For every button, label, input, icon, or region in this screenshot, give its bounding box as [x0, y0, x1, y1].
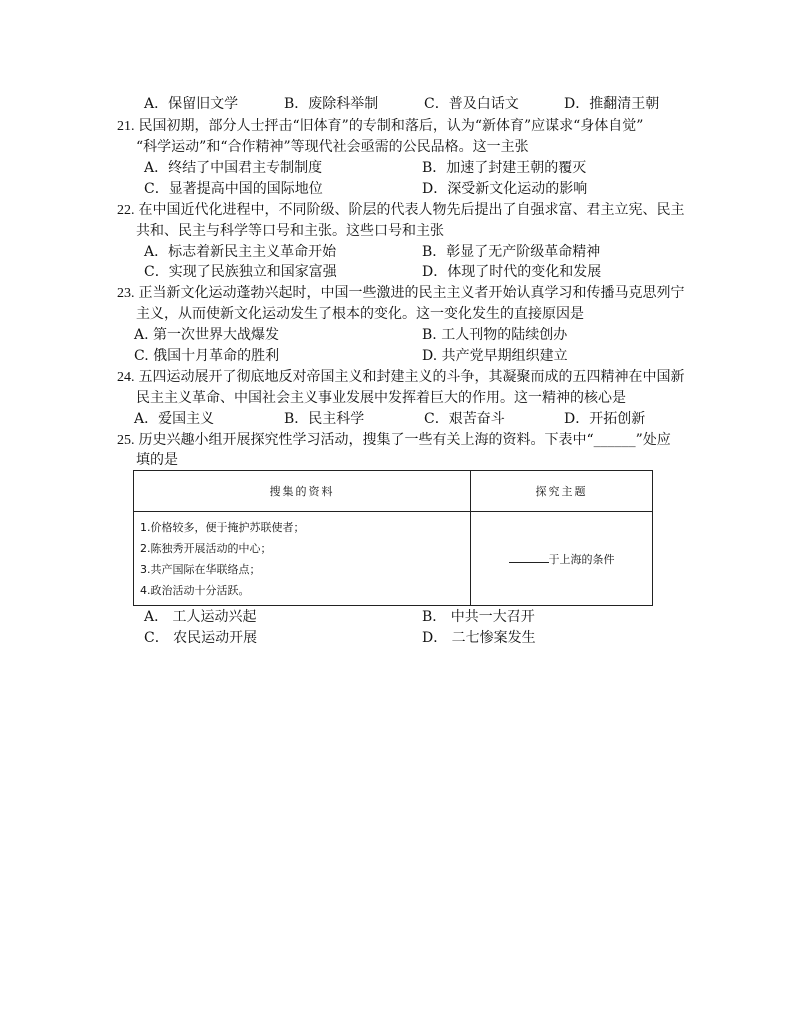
q23-stem-line1: 23. 正当新文化运动蓬勃兴起时，中国一些激进的民主主义者开始认真学习和传播马克思列宁 [117, 285, 685, 301]
q25-option-b: B． 中共一大召开 [422, 609, 535, 625]
material-item-2: 2.陈独秀开展活动的中心； [140, 541, 272, 555]
q24-option-b: B．民主科学 [284, 411, 365, 427]
q25-stem-line2: 填的是 [136, 452, 178, 468]
q24-option-c: C．艰苦奋斗 [424, 411, 505, 427]
material-item-1: 1.价格较多，便于掩护苏联使者； [140, 520, 305, 534]
q22-option-c: C．实现了民族独立和国家富强 [144, 264, 337, 280]
q24-stem-line1: 24. 五四运动展开了彻底地反对帝国主义和封建主义的斗争，其凝聚而成的五四精神在中国新 [117, 369, 685, 385]
q22-stem-line2: 共和、民主与科学等口号和主张。这些口号和主张 [136, 223, 444, 239]
table-materials-cell [134, 512, 471, 606]
topic-text: 于上海的条件 [548, 553, 615, 566]
q24-number: 24. [117, 370, 135, 385]
q22-stem-line1: 22. 在中国近代化进程中，不同阶级、阶层的代表人物先后提出了自强求富、君主立宪、民主 [117, 202, 685, 218]
q23-option-b: B. 工人刊物的陆续创办 [422, 327, 568, 343]
q21-option-a: A．终结了中国君主专制制度 [144, 160, 323, 176]
q20-option-d: D．推翻清王朝 [564, 96, 660, 112]
q22-number: 22. [117, 203, 135, 218]
q21-option-c: C．显著提高中国的国际地位 [144, 181, 323, 197]
q24-option-a: A．爱国主义 [134, 411, 215, 427]
table-topic-cell [471, 512, 653, 606]
q20-option-b: B．废除科举制 [284, 96, 379, 112]
q21-option-d: D．深受新文化运动的影响 [422, 181, 588, 197]
q22-option-a: A．标志着新民主主义革命开始 [144, 244, 337, 260]
q23-number: 23. [117, 286, 135, 301]
q24-stem-line2: 民主主义革命、中国社会主义事业发展中发挥着巨大的作用。这一精神的核心是 [136, 390, 626, 406]
q23-option-a: A. 第一次世界大战爆发 [134, 327, 280, 343]
table-header-materials: 搜集的资料 [134, 471, 471, 512]
q24-option-d: D．开拓创新 [564, 411, 646, 427]
q25-number: 25. [117, 433, 135, 448]
q20-option-a: A．保留旧文学 [144, 96, 239, 112]
q25-option-c: C． 农民运动开展 [144, 630, 258, 646]
q25-stem-line1: 25. 历史兴趣小组开展探究性学习活动，搜集了一些有关上海的资料。下表中“______”处应 [117, 432, 671, 448]
q22-option-d: D．体现了时代的变化和发展 [422, 264, 602, 280]
material-item-3: 3.共产国际在华联络点； [140, 562, 261, 576]
material-item-4: 4.政治活动十分活跃。 [140, 583, 250, 597]
q20-option-c: C．普及白话文 [424, 96, 519, 112]
q23-option-d: D. 共产党早期组织建立 [422, 348, 568, 364]
q22-option-b: B．彰显了无产阶级革命精神 [422, 244, 601, 260]
q21-stem-line1: 21. 民国初期，部分人士抨击“旧体育”的专制和落后，认为“新体育”应谋求“身体自觉” [117, 118, 644, 134]
q21-stem-line2: “科学运动”和“合作精神”等现代社会亟需的公民品格。这一主张 [136, 139, 529, 155]
q21-option-b: B．加速了封建王朝的覆灭 [422, 160, 587, 176]
q25-material-table [133, 470, 653, 606]
q23-stem-line2: 主义，从而使新文化运动发生了根本的变化。这一变化发生的直接原因是 [136, 306, 584, 322]
q23-option-c: C. 俄国十月革命的胜利 [134, 348, 280, 364]
topic-blank [509, 550, 549, 563]
q21-number: 21. [117, 119, 135, 134]
table-header-topic: 探究主题 [471, 471, 653, 512]
q25-option-d: D． 二七惨案发生 [422, 630, 536, 646]
q25-option-a: A． 工人运动兴起 [144, 609, 257, 625]
